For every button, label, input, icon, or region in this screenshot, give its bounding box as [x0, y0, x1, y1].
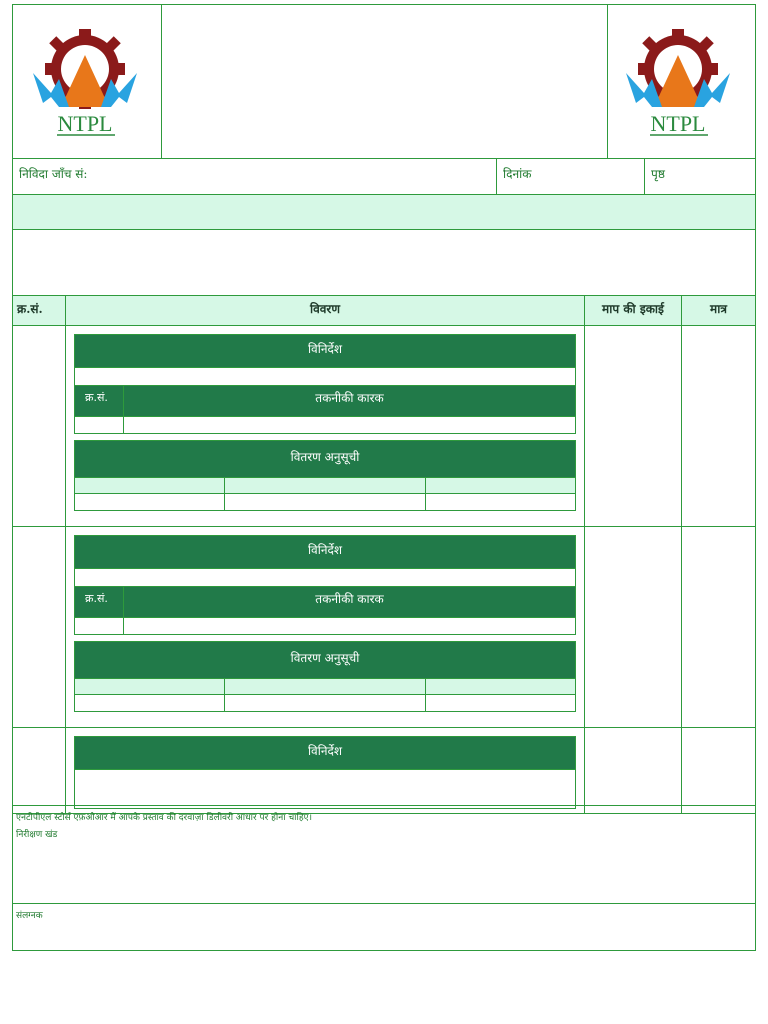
delivery-cell-3	[425, 493, 576, 511]
tech-cell-sn	[74, 617, 124, 635]
tender-no-label: निविदा जाँच सं:	[19, 167, 88, 181]
delivery-cell-2	[224, 694, 426, 712]
spec-header: विनिर्देश	[74, 736, 576, 770]
tech-cell-value	[123, 617, 576, 635]
col-description-header: विवरण	[65, 295, 585, 326]
date-label: दिनांक	[503, 167, 532, 181]
col-unit-header: माप की इकाई	[584, 295, 682, 326]
footer-notes-block	[12, 805, 756, 904]
delivery-head-cell-2	[224, 678, 426, 695]
delivery-head-cell-3	[425, 477, 576, 494]
item-row-1-sn	[12, 325, 66, 527]
tech-sn-header: क्र.सं.	[74, 586, 124, 618]
tech-cell-sn	[74, 416, 124, 434]
spec-body	[74, 367, 576, 386]
ntpl-logo-left	[29, 27, 141, 139]
delivery-header: वितरण अनुसूची	[74, 641, 576, 679]
col-sn-header: क्र.सं.	[12, 295, 66, 326]
header-title-cell	[161, 4, 608, 159]
ntpl-logo-right	[622, 27, 734, 139]
delivery-head-cell-1	[74, 678, 225, 695]
spec-body	[74, 769, 576, 809]
item-row-3-sn	[12, 727, 66, 814]
delivery-head-cell-2	[224, 477, 426, 494]
delivery-cell-3	[425, 694, 576, 712]
item-row-2-unit	[584, 526, 682, 728]
page-cell	[644, 158, 756, 195]
header-logo-left-cell	[12, 4, 162, 159]
tech-factor-header: तकनीकी कारक	[123, 385, 576, 417]
tech-factor-header: तकनीकी कारक	[123, 586, 576, 618]
date-cell	[496, 158, 645, 195]
spec-header: विनिर्देश	[74, 535, 576, 569]
col-qty-header: मात्र	[681, 295, 756, 326]
tech-cell-value	[123, 416, 576, 434]
logo-text: NTPL	[650, 111, 706, 136]
header-logo-right-cell	[607, 4, 756, 159]
delivery-cell-1	[74, 493, 225, 511]
item-row-3-qty	[681, 727, 756, 814]
enclosure-label: संलग्नक	[16, 911, 43, 921]
item-row-2-sn	[12, 526, 66, 728]
tech-sn-header: क्र.सं.	[74, 385, 124, 417]
enclosure-block	[12, 903, 756, 951]
page-label: पृष्ठ	[651, 167, 665, 181]
inspection-label: निरीक्षण खंड	[16, 830, 58, 840]
delivery-head-cell-3	[425, 678, 576, 695]
delivery-cell-1	[74, 694, 225, 712]
item-row-1-unit	[584, 325, 682, 527]
item-row-3-unit	[584, 727, 682, 814]
item-row-1-qty	[681, 325, 756, 527]
blank-block	[12, 229, 756, 296]
delivery-header: वितरण अनुसूची	[74, 440, 576, 478]
logo-text: NTPL	[57, 111, 113, 136]
delivery-note: एनटीपीएल स्टोर्स एफ़ओआर में आपके प्रस्ताव की दरवाज़ा डिलीवरी आधार पर होना चाहिए।	[16, 813, 312, 823]
item-row-2-qty	[681, 526, 756, 728]
delivery-head-cell-1	[74, 477, 225, 494]
spec-body	[74, 568, 576, 587]
info-band	[12, 194, 756, 230]
tender-no-cell	[12, 158, 497, 195]
delivery-cell-2	[224, 493, 426, 511]
spec-header: विनिर्देश	[74, 334, 576, 368]
